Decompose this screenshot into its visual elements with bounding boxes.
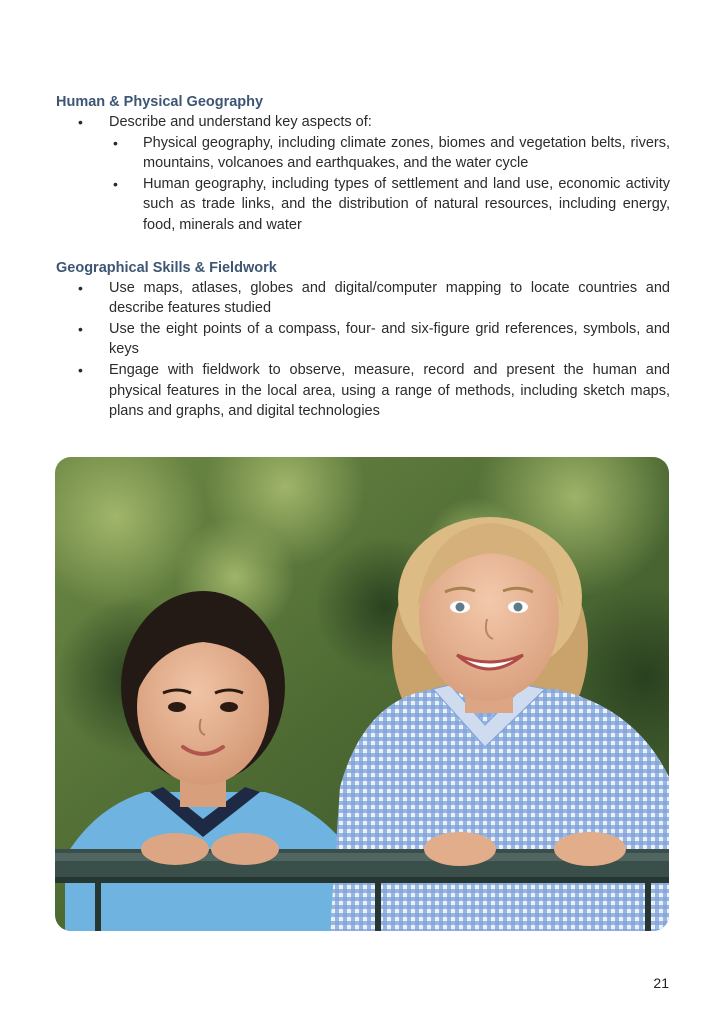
section-skills-fieldwork bbox=[56, 258, 670, 422]
section-heading: Geographical Skills & Fieldwork bbox=[56, 259, 277, 276]
bullet-icon: • bbox=[78, 361, 83, 378]
sub-list-item bbox=[109, 174, 670, 236]
sub-list-item-text: Physical geography, including climate zones, biomes and vegetation belts, rivers, mountains, volcanoes and earthquakes, and the water cycle bbox=[143, 134, 670, 172]
list-item-text: Engage with fieldwork to observe, measure, record and present the human and physical features in the local area, using a range of methods, including sketch maps, plans and graphs, and digital technologies bbox=[109, 361, 670, 420]
bullet-icon: • bbox=[78, 320, 83, 337]
page-number: 21 bbox=[653, 975, 669, 991]
section-heading: Human & Physical Geography bbox=[56, 94, 264, 110]
sub-list-item-text: Human geography, including types of settlement and land use, economic activity such as trade links, and the distribution of natural resources, including energy, food, minerals and water bbox=[143, 175, 670, 233]
bullet-icon: • bbox=[78, 279, 83, 296]
list-item-text: Describe and understand key aspects of: bbox=[109, 114, 372, 130]
list-item bbox=[56, 360, 670, 422]
bullet-list bbox=[56, 112, 670, 236]
section-human-physical bbox=[56, 92, 670, 236]
sub-bullet-list bbox=[109, 133, 670, 236]
list-item bbox=[56, 319, 670, 360]
bullet-icon: • bbox=[78, 114, 83, 130]
list-item bbox=[56, 278, 670, 319]
list-item-text: Use the eight points of a compass, four- and six-figure grid references, symbols, and keys bbox=[109, 320, 670, 358]
page-content bbox=[56, 92, 670, 422]
bullet-icon: • bbox=[113, 134, 118, 151]
sub-list-item bbox=[109, 133, 670, 174]
bullet-icon: • bbox=[113, 175, 118, 192]
students-photo-illustration bbox=[55, 457, 669, 931]
students-photo bbox=[55, 457, 669, 931]
list-item bbox=[56, 112, 670, 236]
bullet-list bbox=[56, 278, 670, 422]
list-item-text: Use maps, atlases, globes and digital/computer mapping to locate countries and describe features studied bbox=[109, 279, 670, 317]
